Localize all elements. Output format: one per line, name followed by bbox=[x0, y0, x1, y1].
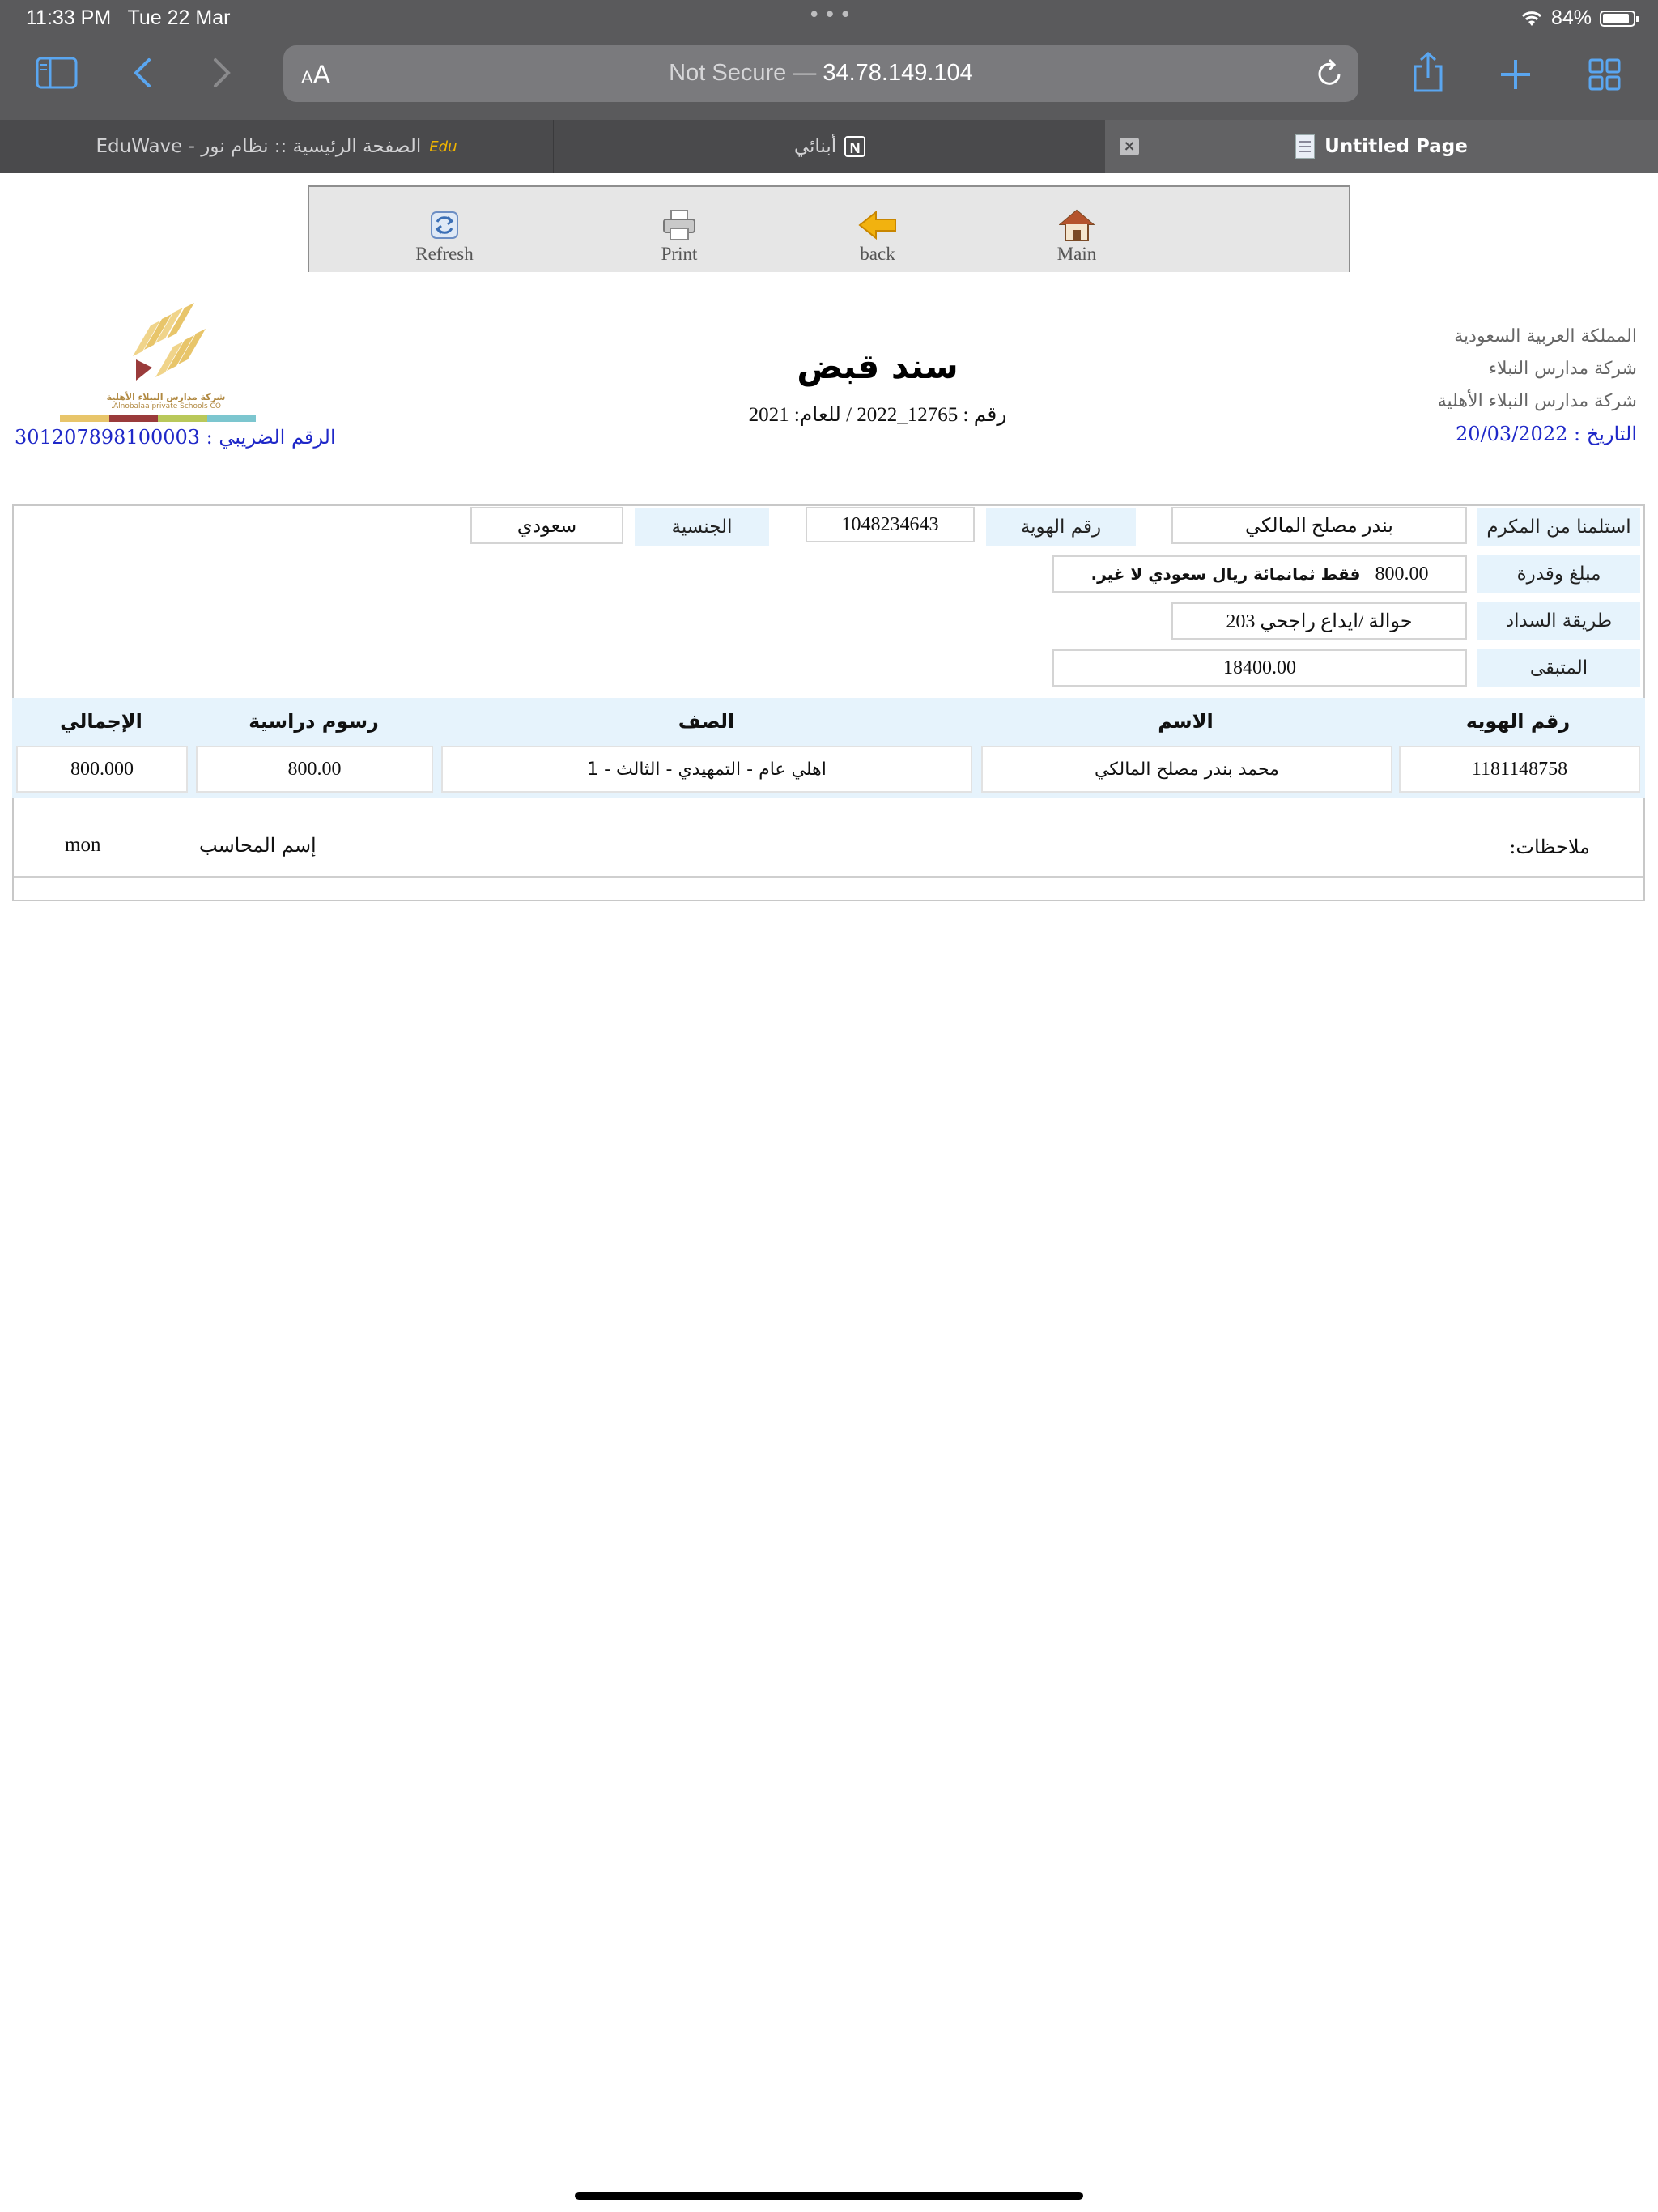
tab-eduwave[interactable] bbox=[0, 120, 554, 173]
notes-label: ملاحظات: bbox=[1509, 836, 1590, 858]
battery-icon bbox=[1600, 11, 1635, 27]
tab-overview-icon[interactable] bbox=[1588, 58, 1621, 91]
org-line-country: المملكة العربية السعودية bbox=[1454, 326, 1637, 347]
amount-words: فقط ثمانمائة ريال سعودي لا غير. bbox=[1090, 564, 1361, 584]
tab-label: الصفحة الرئيسية :: نظام نور - EduWave bbox=[96, 136, 422, 157]
status-time: 11:33 PM Tue 22 Mar bbox=[26, 6, 231, 29]
status-right bbox=[1520, 6, 1635, 30]
main-button[interactable] bbox=[1032, 206, 1121, 265]
amount-value: 800.00 bbox=[1375, 563, 1429, 585]
page-toolbar bbox=[308, 185, 1350, 272]
tax-number: الرقم الضريبي : 301207898100003 bbox=[15, 426, 336, 449]
accountant-value: mon bbox=[65, 834, 101, 856]
document-number: رقم : 12765_2022 / للعام: 2021 bbox=[748, 404, 1007, 426]
col-name: الاسم bbox=[1158, 710, 1214, 733]
reload-icon[interactable] bbox=[1315, 57, 1344, 89]
noor-icon: N bbox=[844, 136, 865, 157]
share-icon[interactable] bbox=[1410, 50, 1446, 94]
document-icon bbox=[1295, 134, 1315, 159]
receipt-date: التاريخ : 20/03/2022 bbox=[1456, 423, 1637, 445]
back-arrow-icon bbox=[858, 209, 897, 241]
id-value: 1048234643 bbox=[806, 507, 975, 542]
reader-settings-button[interactable]: AA bbox=[301, 60, 331, 89]
eduwave-icon: Edu bbox=[429, 138, 457, 155]
page-title: سند قبض bbox=[797, 347, 959, 386]
tab-label: Untitled Page bbox=[1324, 136, 1468, 157]
organization-block bbox=[1438, 321, 1637, 450]
home-indicator[interactable] bbox=[575, 2192, 1083, 2200]
battery-percent: 84% bbox=[1550, 6, 1592, 29]
amount-label: مبلغ وقدرة bbox=[1477, 555, 1640, 593]
tab-bar bbox=[0, 120, 1658, 173]
refresh-button[interactable] bbox=[400, 206, 489, 265]
tab-untitled-page[interactable] bbox=[1105, 120, 1658, 173]
back-label: back bbox=[860, 244, 895, 264]
payment-method-label: طريقة السداد bbox=[1477, 602, 1640, 640]
browser-chrome bbox=[0, 0, 1658, 120]
org-line-school: شركة مدارس النبلاء الأهلية bbox=[1437, 391, 1637, 411]
new-tab-icon[interactable] bbox=[1499, 58, 1532, 91]
back-nav-icon[interactable] bbox=[133, 57, 152, 89]
refresh-icon bbox=[428, 209, 461, 241]
col-id: رقم الهويه bbox=[1465, 710, 1571, 733]
forward-nav-icon[interactable] bbox=[212, 57, 232, 89]
amount-field bbox=[1052, 555, 1467, 593]
nationality-value: سعودي bbox=[470, 507, 623, 544]
tab-label: أبنائي bbox=[793, 136, 837, 157]
address-bar[interactable] bbox=[283, 45, 1358, 102]
main-label: Main bbox=[1056, 244, 1097, 264]
print-label: Print bbox=[661, 244, 698, 264]
received-from-value: بندر مصلح المالكي bbox=[1171, 507, 1467, 544]
cell-total: 800.000 bbox=[16, 746, 188, 793]
close-tab-icon[interactable]: × bbox=[1120, 138, 1139, 155]
home-icon bbox=[1059, 208, 1095, 242]
sidebar-icon[interactable] bbox=[36, 57, 78, 89]
col-total: الإجمالي bbox=[60, 710, 142, 733]
received-from-label: استلمنا من المكرم bbox=[1477, 508, 1640, 546]
col-class: الصف bbox=[678, 710, 735, 733]
printer-icon bbox=[661, 209, 697, 241]
cell-class: اهلي عام - التمهيدي - الثالث - 1 bbox=[441, 746, 972, 793]
url-text: Not Secure — 34.78.149.104 bbox=[669, 60, 973, 86]
nationality-label: الجنسية bbox=[635, 508, 769, 546]
remaining-value: 18400.00 bbox=[1052, 649, 1467, 687]
logo-caption: شركة مدارس النبلاء الأهلية Alnobalaa private Schools CO. bbox=[106, 392, 226, 410]
refresh-label: Refresh bbox=[415, 244, 474, 264]
cell-name: محمد بندر مصلح المالكي bbox=[981, 746, 1392, 793]
divider bbox=[14, 876, 1643, 878]
multitasking-dots-icon[interactable]: ••• bbox=[808, 3, 856, 28]
org-line-company: شركة مدارس النبلاء bbox=[1488, 359, 1637, 379]
col-fees: رسوم دراسية bbox=[249, 710, 379, 733]
tab-abnaai[interactable] bbox=[555, 120, 1105, 173]
payment-method-value: حوالة /ايداع راجحي 203 bbox=[1171, 602, 1467, 640]
id-label: رقم الهوية bbox=[986, 508, 1136, 546]
print-button[interactable] bbox=[635, 206, 724, 265]
cell-fees: 800.00 bbox=[196, 746, 433, 793]
wifi-icon bbox=[1520, 10, 1543, 28]
remaining-label: المتبقى bbox=[1477, 649, 1640, 687]
accountant-label: إسم المحاسب bbox=[199, 834, 317, 857]
back-button[interactable] bbox=[833, 206, 922, 265]
cell-id: 1181148758 bbox=[1399, 746, 1640, 793]
